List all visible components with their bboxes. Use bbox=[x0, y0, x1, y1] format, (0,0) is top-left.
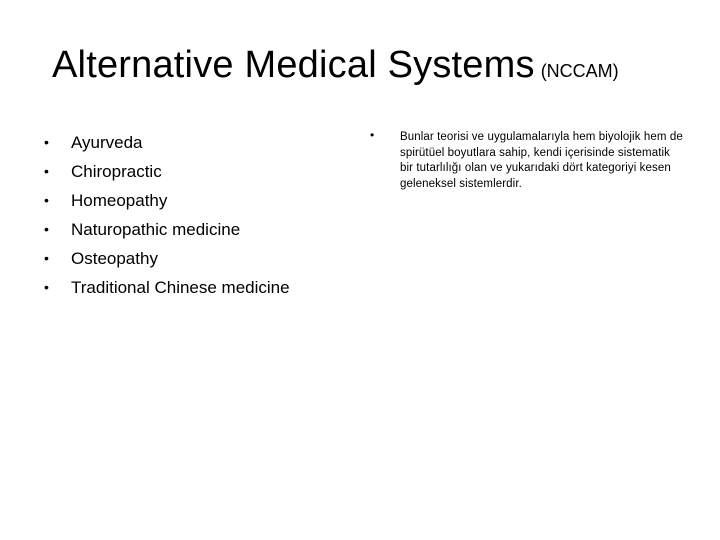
title-suffix: (NCCAM) bbox=[540, 61, 619, 81]
list-item-label: Osteopathy bbox=[71, 249, 158, 268]
list-item-label: Chiropractic bbox=[71, 162, 162, 181]
bullet-icon: • bbox=[44, 250, 49, 266]
list-item-label: Homeopathy bbox=[71, 191, 168, 210]
bullet-icon: • bbox=[44, 192, 49, 208]
description-text: Bunlar teorisi ve uygulamalarıyla hem biyolojik hem de spirütüel boyutlara sahip, kendi içerisinde sistematik bir tutarlılığı olan ve yukarıdaki dört kategoriyi kesen geleneksel sistemlerdir. bbox=[400, 131, 683, 190]
list-item-label: Naturopathic medicine bbox=[71, 220, 241, 239]
list-item-label: Traditional Chinese medicine bbox=[71, 278, 290, 297]
bullet-icon: • bbox=[44, 163, 49, 179]
right-bullet-icon: • bbox=[370, 128, 375, 142]
slide-title bbox=[52, 44, 619, 87]
list-item-label: Ayurveda bbox=[71, 133, 143, 152]
bullet-icon: • bbox=[44, 279, 49, 295]
bullet-icon: • bbox=[44, 221, 49, 237]
bullet-icon: • bbox=[44, 134, 49, 150]
title-main: Alternative Medical Systems bbox=[52, 44, 535, 86]
